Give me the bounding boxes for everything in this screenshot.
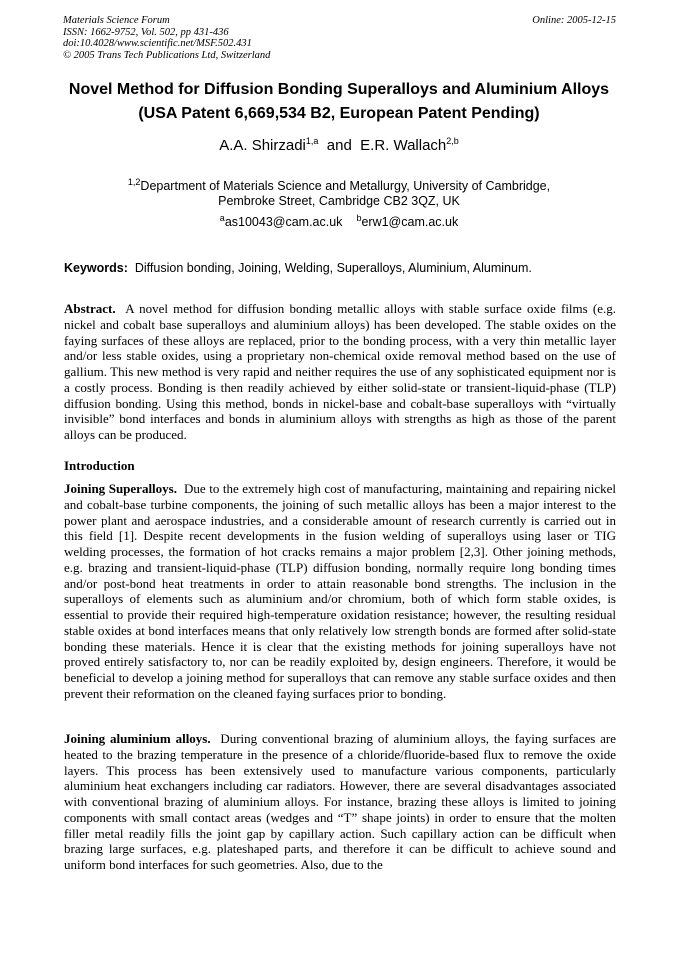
intro-p2-text: During conventional brazing of aluminium alloys, the faying surfaces are heated to the brazing temperature in the presence of a chloride/fluoride-based flux to remove the oxide layers. This process has been extensively used to manufacture various components, particularly aluminium heat exchangers including car radiators. However, there are several disadvantages associated with conventional brazing of aluminium alloys. For instance, brazing these alloys is limited to joining components with small contact areas (wedges and “T” shape joints) in order to ensure that the molten filler metal readily fills the joint gap by capillary action. Such capillary action can be difficult when brazing large surfaces, e.g. plateshaped parts, and therefore it can be difficult to achieve sound and uniform bond interfaces for such geometries. Also, due to the — [64, 731, 617, 872]
page-header — [63, 15, 616, 61]
email-a-sup: a — [219, 212, 225, 223]
keywords — [64, 261, 616, 275]
authors — [40, 137, 638, 154]
affiliation-sup: 1,2 — [127, 176, 141, 187]
intro-p1-text: Due to the extremely high cost of manufacturing, maintaining and repairing nickel and cobalt-base turbine components, the joining of such metallic alloys has been a major interest to the power plant and aerospace industries, and a considerable amount of research currently is carried out in this field [1]. Despite recent developments in the fusion welding of superalloys using laser or TIG welding processes, the formation of hot cracks remains a major problem [2,3]. Other joining methods, e.g. brazing and transient-liquid-phase (TLP) diffusion bonding, normally require long bonding times and/or post-bond heat treatments in order to attain reasonable bond strengths. The inclusion in the superalloys of elements such as aluminium and/or chromium, both of which form stable oxides, is essential to provide their required high-temperature oxidation resistance; however, the resulting residual stable oxides at bond interfaces means that only relatively low strength bonds are formed after solid-state bonding these materials. Hence it is clear that the existing methods for joining superalloys have not proved entirely satisfactory to, nor can be readily exploited by, design engineers. Therefore, it would be beneficial to develop a joining method for superalloys that can remove any stable surface oxides and then prevent their reformation on the cleaned faying surfaces prior to bonding. — [64, 481, 616, 701]
paper-title-line2: (USA Patent 6,669,534 B2, European Patent Pending) — [138, 105, 540, 122]
email-b-sup: b — [356, 212, 362, 223]
intro-paragraph-1 — [64, 481, 616, 702]
author-2-sup: 2,b — [446, 136, 459, 146]
intro-p1-lead: Joining Superalloys. — [64, 481, 177, 496]
author-1: A.A. Shirzadi — [219, 137, 306, 154]
email-a: as10043@cam.ac.uk — [224, 215, 343, 229]
abstract — [64, 301, 616, 443]
emails — [40, 212, 638, 229]
affiliation — [40, 176, 638, 209]
journal-name: Materials Science Forum — [63, 15, 170, 26]
keywords-text: Diffusion bonding, Joining, Welding, Superalloys, Aluminium, Aluminum. — [134, 261, 532, 275]
keywords-label: Keywords: — [64, 261, 128, 275]
authors-and: and — [326, 137, 352, 154]
doi: doi:10.4028/www.scientific.net/MSF.502.431 — [63, 38, 252, 49]
email-b: erw1@cam.ac.uk — [361, 215, 459, 229]
intro-paragraph-2 — [64, 731, 616, 873]
issn: ISSN: 1662-9752, Vol. 502, pp 431-436 — [63, 26, 229, 38]
author-2: E.R. Wallach — [360, 137, 447, 154]
affiliation-line2: Pembroke Street, Cambridge CB2 3QZ, UK — [218, 194, 460, 208]
online-date: Online: 2005-12-15 — [532, 15, 616, 26]
affiliation-line1: Department of Materials Science and Metallurgy, University of Cambridge, — [140, 179, 551, 193]
introduction-heading: Introduction — [64, 458, 135, 473]
paper-title-line1: Novel Method for Diffusion Bonding Superalloys and Aluminium Alloys — [68, 81, 610, 98]
intro-p2-lead: Joining aluminium alloys. — [64, 731, 211, 746]
abstract-label: Abstract. — [64, 301, 116, 316]
copyright: © 2005 Trans Tech Publications Ltd, Switzerland — [63, 49, 271, 61]
author-1-sup: 1,a — [305, 136, 319, 146]
abstract-text: A novel method for diffusion bonding metallic alloys with stable surface oxide films (e.g. nickel and cobalt base superalloys and aluminium alloys) has been developed. The stable oxides on the faying surfaces of these alloys are replaced, prior to the bonding process, with a very thin metallic layer and/or less stable oxides, using a proprietary non-chemical oxide removal method based on the use of gallium. This new method is very rapid and neither requires the use of any sophisticated equipment nor is a costly process. Bonding is then readily achieved by either solid-state or transient-liquid-phase (TLP) diffusion bonding. Using this method, bonds in nickel-base and cobalt-base superalloys with “virtually invisible” bond interfaces and bonds in aluminium alloys with strengths as high as those of the parent alloys can be produced. — [64, 301, 616, 442]
